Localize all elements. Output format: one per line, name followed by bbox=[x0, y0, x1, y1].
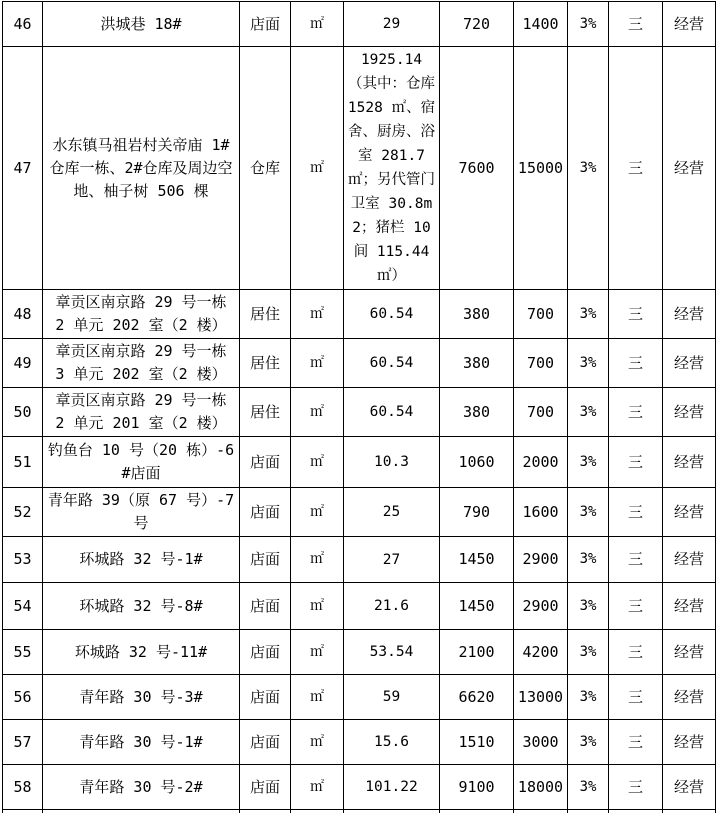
table-cell: 水东镇马祖岩村关帝庙 1#仓库一栋、2#仓库及周边空地、柚子树 506 棵 bbox=[43, 47, 240, 290]
table-cell: ㎡ bbox=[291, 630, 344, 675]
property-rent-table bbox=[2, 1, 716, 813]
table-cell: 店面 bbox=[240, 583, 291, 630]
table-cell: 54 bbox=[3, 583, 43, 630]
table-cell: 3% bbox=[568, 339, 609, 388]
table-cell: 店面 bbox=[240, 720, 291, 765]
table-cell: 18000 bbox=[514, 765, 568, 810]
table-cell: 经营 bbox=[663, 583, 716, 630]
table-cell: 三 bbox=[609, 437, 663, 488]
table-cell: 1450 bbox=[440, 537, 514, 583]
table-cell: 经营 bbox=[663, 290, 716, 339]
table-cell: ㎡ bbox=[291, 488, 344, 537]
table-cell: 27 bbox=[344, 537, 440, 583]
table-cell: 三 bbox=[609, 2, 663, 47]
table-cell: 6620 bbox=[440, 675, 514, 720]
table-cell: 1060 bbox=[440, 437, 514, 488]
table-cell: 仓库 bbox=[240, 47, 291, 290]
table-cell: 53.54 bbox=[344, 630, 440, 675]
table-cell: 1400 bbox=[514, 2, 568, 47]
table-cell: 三 bbox=[609, 339, 663, 388]
table-row bbox=[3, 583, 716, 630]
table-row bbox=[3, 488, 716, 537]
table-cell: 3% bbox=[568, 290, 609, 339]
table-cell: 店面 bbox=[240, 437, 291, 488]
table-cell: 三 bbox=[609, 583, 663, 630]
table-cell: 3% bbox=[568, 388, 609, 437]
table-cell: 2000 bbox=[514, 437, 568, 488]
table-cell: ㎡ bbox=[291, 437, 344, 488]
table-row bbox=[3, 537, 716, 583]
table-cell: ㎡ bbox=[291, 388, 344, 437]
table-cell bbox=[43, 810, 240, 813]
table-cell: 1925.14（其中：仓库 1528 ㎡、宿舍、厨房、浴室 281.7 ㎡；另代管门卫室 30.8m2；猪栏 10 间 115.44 ㎡） bbox=[344, 47, 440, 290]
table-cell bbox=[609, 810, 663, 813]
table-row bbox=[3, 765, 716, 810]
table-cell: 三 bbox=[609, 388, 663, 437]
table-cell: ㎡ bbox=[291, 537, 344, 583]
table-cell: 49 bbox=[3, 339, 43, 388]
table-cell: 1600 bbox=[514, 488, 568, 537]
table-cell: 3% bbox=[568, 675, 609, 720]
table-cell: 经营 bbox=[663, 388, 716, 437]
table-cell bbox=[514, 810, 568, 813]
table-cell: ㎡ bbox=[291, 675, 344, 720]
table-cell: 57 bbox=[3, 720, 43, 765]
table-cell: 青年路 39（原 67 号）-7 号 bbox=[43, 488, 240, 537]
property-rent-table-page bbox=[2, 1, 716, 813]
table-cell: 101.22 bbox=[344, 765, 440, 810]
table-cell: 13000 bbox=[514, 675, 568, 720]
table-cell: 三 bbox=[609, 675, 663, 720]
table-cell: 经营 bbox=[663, 675, 716, 720]
table-cell: 居住 bbox=[240, 339, 291, 388]
table-cell: 50 bbox=[3, 388, 43, 437]
table-cell: 2100 bbox=[440, 630, 514, 675]
table-cell: 3% bbox=[568, 630, 609, 675]
table-cell: 经营 bbox=[663, 630, 716, 675]
table-cell: 47 bbox=[3, 47, 43, 290]
table-cell bbox=[344, 810, 440, 813]
table-cell: 700 bbox=[514, 290, 568, 339]
table-cell: ㎡ bbox=[291, 583, 344, 630]
table-cell: 55 bbox=[3, 630, 43, 675]
table-cell: 4200 bbox=[514, 630, 568, 675]
table-cell: 经营 bbox=[663, 339, 716, 388]
table-cell: 环城路 32 号-1# bbox=[43, 537, 240, 583]
table-cell: 环城路 32 号-11# bbox=[43, 630, 240, 675]
table-cell: 15000 bbox=[514, 47, 568, 290]
table-cell: 洪城巷 18# bbox=[43, 2, 240, 47]
table-row bbox=[3, 2, 716, 47]
table-cell: ㎡ bbox=[291, 290, 344, 339]
table-cell: 60.54 bbox=[344, 290, 440, 339]
table-cell: 章贡区南京路 29 号一栋 2 单元 202 室（2 楼） bbox=[43, 290, 240, 339]
table-cell: ㎡ bbox=[291, 765, 344, 810]
table-cell: 380 bbox=[440, 388, 514, 437]
table-cell: 60.54 bbox=[344, 388, 440, 437]
table-cell: 经营 bbox=[663, 2, 716, 47]
table-cell: 380 bbox=[440, 290, 514, 339]
table-cell: 48 bbox=[3, 290, 43, 339]
table-cell: 720 bbox=[440, 2, 514, 47]
table-cell: 9100 bbox=[440, 765, 514, 810]
table-cell: 3% bbox=[568, 765, 609, 810]
table-cell: 三 bbox=[609, 290, 663, 339]
table-cell: 经营 bbox=[663, 765, 716, 810]
table-row bbox=[3, 437, 716, 488]
table-cell: 章贡区南京路 29 号一栋 2 单元 201 室（2 楼） bbox=[43, 388, 240, 437]
table-cell: 三 bbox=[609, 630, 663, 675]
table-cell: 21.6 bbox=[344, 583, 440, 630]
table-cell bbox=[3, 810, 43, 813]
table-cell: 700 bbox=[514, 339, 568, 388]
table-cell: 46 bbox=[3, 2, 43, 47]
table-cell: 经营 bbox=[663, 47, 716, 290]
table-cell: ㎡ bbox=[291, 720, 344, 765]
table-cell: 700 bbox=[514, 388, 568, 437]
table-cell: 7600 bbox=[440, 47, 514, 290]
table-row bbox=[3, 290, 716, 339]
table-cell: 59 bbox=[344, 675, 440, 720]
table-cell: 店面 bbox=[240, 675, 291, 720]
table-cell: 青年路 30 号-1# bbox=[43, 720, 240, 765]
table-cell: 1450 bbox=[440, 583, 514, 630]
table-row bbox=[3, 630, 716, 675]
table-cell: 3% bbox=[568, 437, 609, 488]
table-cell bbox=[568, 810, 609, 813]
table-cell: 3% bbox=[568, 583, 609, 630]
table-cell: 店面 bbox=[240, 765, 291, 810]
table-cell: 三 bbox=[609, 537, 663, 583]
table-cell: 15.6 bbox=[344, 720, 440, 765]
table-cell: 52 bbox=[3, 488, 43, 537]
table-cell: ㎡ bbox=[291, 2, 344, 47]
table-row bbox=[3, 47, 716, 290]
table-cell: 3000 bbox=[514, 720, 568, 765]
table-cell: 1510 bbox=[440, 720, 514, 765]
table-cell: 章贡区南京路 29 号一栋 3 单元 202 室（2 楼） bbox=[43, 339, 240, 388]
table-cell: 店面 bbox=[240, 630, 291, 675]
table-cell: 经营 bbox=[663, 437, 716, 488]
table-cell: 58 bbox=[3, 765, 43, 810]
table-cell bbox=[240, 810, 291, 813]
table-cell: 3% bbox=[568, 720, 609, 765]
table-cell: 60.54 bbox=[344, 339, 440, 388]
table-cell: 居住 bbox=[240, 290, 291, 339]
table-cell: 3% bbox=[568, 2, 609, 47]
table-cell: 居住 bbox=[240, 388, 291, 437]
table-cell: 三 bbox=[609, 488, 663, 537]
table-cell: 环城路 32 号-8# bbox=[43, 583, 240, 630]
table-cell: 10.3 bbox=[344, 437, 440, 488]
table-row bbox=[3, 675, 716, 720]
table-cell: 店面 bbox=[240, 488, 291, 537]
table-cell: 56 bbox=[3, 675, 43, 720]
table-cell: 青年路 30 号-2# bbox=[43, 765, 240, 810]
table-cell: 25 bbox=[344, 488, 440, 537]
table-cell: 53 bbox=[3, 537, 43, 583]
table-cell: ㎡ bbox=[291, 339, 344, 388]
table-cell: ㎡ bbox=[291, 47, 344, 290]
table-cell: 店面 bbox=[240, 2, 291, 47]
table-cell: 经营 bbox=[663, 488, 716, 537]
table-cell: 790 bbox=[440, 488, 514, 537]
table-cell: 380 bbox=[440, 339, 514, 388]
table-cell: 经营 bbox=[663, 537, 716, 583]
table-cell: 经营 bbox=[663, 720, 716, 765]
table-cell bbox=[440, 810, 514, 813]
table-cell bbox=[291, 810, 344, 813]
table-cell: 三 bbox=[609, 47, 663, 290]
table-cell: 3% bbox=[568, 537, 609, 583]
table-cell: 2900 bbox=[514, 537, 568, 583]
table-row bbox=[3, 388, 716, 437]
table-cell: 3% bbox=[568, 47, 609, 290]
table-cell bbox=[663, 810, 716, 813]
table-cell: 店面 bbox=[240, 537, 291, 583]
table-cell: 钓鱼台 10 号（20 栋）-6#店面 bbox=[43, 437, 240, 488]
table-cell: 三 bbox=[609, 765, 663, 810]
table-cell: 三 bbox=[609, 720, 663, 765]
table-body bbox=[3, 2, 716, 813]
table-cell: 青年路 30 号-3# bbox=[43, 675, 240, 720]
table-cell: 51 bbox=[3, 437, 43, 488]
table-cell: 29 bbox=[344, 2, 440, 47]
table-cell: 2900 bbox=[514, 583, 568, 630]
table-cell: 3% bbox=[568, 488, 609, 537]
table-row bbox=[3, 339, 716, 388]
table-row bbox=[3, 720, 716, 765]
table-row-partial bbox=[3, 810, 716, 813]
